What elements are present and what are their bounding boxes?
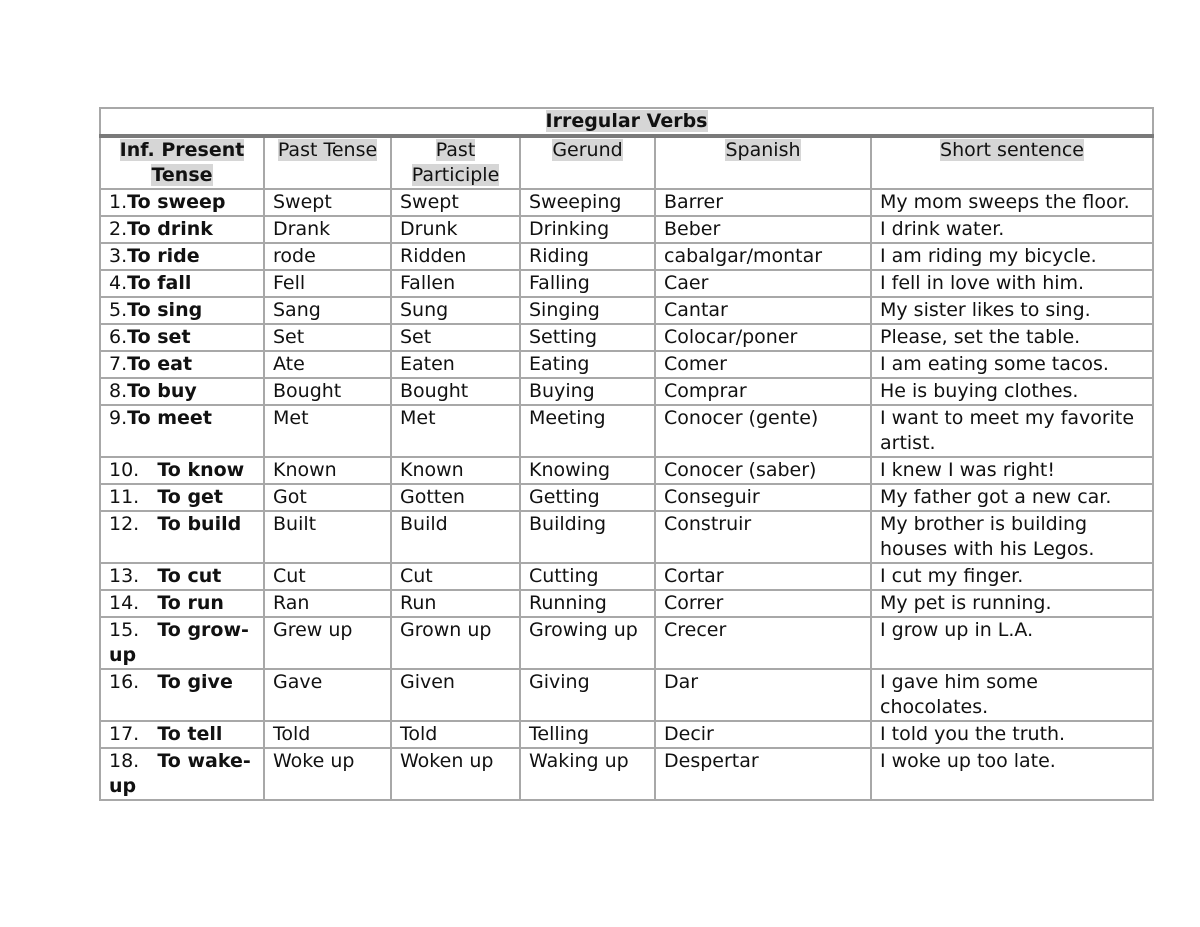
infinitive-verb: To sing [127,299,203,321]
cell-spanish: Conocer (gente) [655,405,871,457]
cell-short-sentence: I knew I was right! [871,457,1153,484]
cell-spanish: Colocar/poner [655,324,871,351]
row-number: 1. [109,191,128,213]
infinitive-verb: To sweep [127,191,226,213]
cell-past-tense: Grew up [264,617,391,669]
table-row [100,563,1153,590]
header-label: Short sentence [940,139,1084,161]
row-number: 18. [109,750,140,772]
cell-infinitive [100,617,264,669]
row-number: 9. [109,407,128,429]
cell-past-participle: Grown up [391,617,520,669]
row-number: 5. [109,299,128,321]
table-title: Irregular Verbs [545,110,708,132]
cell-infinitive [100,216,264,243]
cell-past-participle: Drunk [391,216,520,243]
cell-short-sentence: My sister likes to sing. [871,297,1153,324]
cell-gerund: Giving [520,669,655,721]
table-row [100,457,1153,484]
infinitive-verb: To tell [157,723,223,745]
cell-past-participle: Build [391,511,520,563]
table-row [100,617,1153,669]
cell-infinitive [100,270,264,297]
infinitive-verb: To get [157,486,224,508]
cell-infinitive [100,324,264,351]
cell-infinitive [100,669,264,721]
header-past-tense [264,136,391,189]
cell-past-participle: Eaten [391,351,520,378]
infinitive-verb: To fall [127,272,192,294]
cell-past-participle: Met [391,405,520,457]
cell-short-sentence: My mom sweeps the floor. [871,189,1153,216]
cell-gerund: Riding [520,243,655,270]
row-number: 16. [109,671,140,693]
infinitive-verb: To know [157,459,245,481]
cell-spanish: Construir [655,511,871,563]
cell-short-sentence: He is buying clothes. [871,378,1153,405]
cell-past-tense: Built [264,511,391,563]
cell-past-participle: Run [391,590,520,617]
table-title-cell [100,108,1153,136]
row-number: 8. [109,380,128,402]
row-number: 14. [109,592,140,614]
infinitive-verb: To set [127,326,191,348]
cell-past-participle: Given [391,669,520,721]
row-number: 13. [109,565,140,587]
cell-spanish: Barrer [655,189,871,216]
cell-spanish: Comprar [655,378,871,405]
row-number: 11. [109,486,140,508]
table-row [100,484,1153,511]
cell-short-sentence: I gave him some chocolates. [871,669,1153,721]
cell-infinitive [100,511,264,563]
cell-gerund: Drinking [520,216,655,243]
table-row [100,189,1153,216]
cell-past-participle: Known [391,457,520,484]
infinitive-verb: To cut [157,565,222,587]
header-label: Past Tense [277,139,378,161]
row-number: 3. [109,245,128,267]
cell-spanish: Despertar [655,748,871,800]
cell-past-participle: Told [391,721,520,748]
cell-past-tense: Drank [264,216,391,243]
infinitive-verb: To drink [127,218,213,240]
table-row [100,351,1153,378]
row-number: 7. [109,353,128,375]
cell-short-sentence: I cut my finger. [871,563,1153,590]
cell-gerund: Cutting [520,563,655,590]
row-number: 10. [109,459,140,481]
header-spanish [655,136,871,189]
cell-infinitive [100,297,264,324]
infinitive-verb: To wake-up [109,750,251,797]
cell-past-tense: Ate [264,351,391,378]
infinitive-verb: To give [157,671,233,693]
cell-spanish: Comer [655,351,871,378]
header-past-participle [391,136,520,189]
header-gerund [520,136,655,189]
infinitive-verb: To run [157,592,224,614]
table-row [100,590,1153,617]
cell-short-sentence: My pet is running. [871,590,1153,617]
header-label: Past Participle [411,139,500,186]
cell-past-participle: Gotten [391,484,520,511]
cell-infinitive [100,378,264,405]
cell-spanish: Conseguir [655,484,871,511]
cell-spanish: Caer [655,270,871,297]
table-row [100,669,1153,721]
row-number: 15. [109,619,140,641]
table-row [100,243,1153,270]
table-row [100,748,1153,800]
cell-gerund: Knowing [520,457,655,484]
cell-spanish: Conocer (saber) [655,457,871,484]
infinitive-verb: To buy [127,380,197,402]
infinitive-verb: To grow-up [109,619,249,666]
header-inf-present-tense [100,136,264,189]
cell-spanish: Beber [655,216,871,243]
cell-infinitive [100,351,264,378]
cell-spanish: Cantar [655,297,871,324]
cell-past-tense: Gave [264,669,391,721]
cell-past-tense: rode [264,243,391,270]
cell-spanish: Decir [655,721,871,748]
cell-infinitive [100,189,264,216]
cell-past-tense: Got [264,484,391,511]
cell-short-sentence: Please, set the table. [871,324,1153,351]
table-title-row [100,108,1153,136]
cell-short-sentence: I am eating some tacos. [871,351,1153,378]
cell-spanish: Cortar [655,563,871,590]
table-row [100,216,1153,243]
infinitive-verb: To ride [127,245,200,267]
row-number: 17. [109,723,140,745]
table-row [100,270,1153,297]
cell-past-tense: Cut [264,563,391,590]
cell-short-sentence: I fell in love with him. [871,270,1153,297]
cell-past-tense: Fell [264,270,391,297]
cell-past-tense: Woke up [264,748,391,800]
cell-spanish: Crecer [655,617,871,669]
cell-short-sentence: I grow up in L.A. [871,617,1153,669]
cell-past-participle: Woken up [391,748,520,800]
cell-gerund: Sweeping [520,189,655,216]
cell-infinitive [100,457,264,484]
cell-past-tense: Set [264,324,391,351]
row-number: 12. [109,513,140,535]
cell-gerund: Falling [520,270,655,297]
header-label: Spanish [725,139,801,161]
infinitive-verb: To build [157,513,242,535]
header-row [100,136,1153,189]
cell-gerund: Setting [520,324,655,351]
infinitive-verb: To meet [127,407,212,429]
cell-spanish: Dar [655,669,871,721]
cell-past-tense: Told [264,721,391,748]
cell-short-sentence: I want to meet my favorite artist. [871,405,1153,457]
cell-gerund: Waking up [520,748,655,800]
cell-past-tense: Bought [264,378,391,405]
cell-infinitive [100,243,264,270]
header-label: Gerund [552,139,623,161]
cell-infinitive [100,484,264,511]
cell-gerund: Getting [520,484,655,511]
row-number: 4. [109,272,128,294]
cell-gerund: Singing [520,297,655,324]
row-number: 6. [109,326,128,348]
table-row [100,405,1153,457]
infinitive-verb: To eat [127,353,193,375]
cell-short-sentence: I drink water. [871,216,1153,243]
cell-infinitive [100,590,264,617]
cell-short-sentence: I told you the truth. [871,721,1153,748]
cell-short-sentence: My brother is building houses with his Legos. [871,511,1153,563]
verb-rows [100,189,1153,800]
cell-infinitive [100,405,264,457]
cell-past-participle: Cut [391,563,520,590]
cell-infinitive [100,721,264,748]
table-row [100,721,1153,748]
cell-short-sentence: I woke up too late. [871,748,1153,800]
cell-gerund: Eating [520,351,655,378]
cell-past-tense: Sang [264,297,391,324]
cell-gerund: Growing up [520,617,655,669]
cell-gerund: Building [520,511,655,563]
table-row [100,511,1153,563]
cell-past-participle: Set [391,324,520,351]
cell-infinitive [100,748,264,800]
cell-past-participle: Swept [391,189,520,216]
cell-past-tense: Ran [264,590,391,617]
header-label: Inf. Present Tense [119,139,245,186]
cell-past-tense: Known [264,457,391,484]
cell-past-tense: Swept [264,189,391,216]
cell-gerund: Meeting [520,405,655,457]
cell-gerund: Running [520,590,655,617]
cell-short-sentence: I am riding my bicycle. [871,243,1153,270]
cell-gerund: Telling [520,721,655,748]
cell-past-participle: Sung [391,297,520,324]
cell-gerund: Buying [520,378,655,405]
table-row [100,378,1153,405]
cell-infinitive [100,563,264,590]
cell-spanish: cabalgar/montar [655,243,871,270]
cell-short-sentence: My father got a new car. [871,484,1153,511]
cell-past-tense: Met [264,405,391,457]
cell-past-participle: Fallen [391,270,520,297]
table-row [100,324,1153,351]
irregular-verbs-table [99,107,1154,801]
cell-past-participle: Bought [391,378,520,405]
row-number: 2. [109,218,128,240]
cell-past-participle: Ridden [391,243,520,270]
header-short-sentence [871,136,1153,189]
table-row [100,297,1153,324]
cell-spanish: Correr [655,590,871,617]
